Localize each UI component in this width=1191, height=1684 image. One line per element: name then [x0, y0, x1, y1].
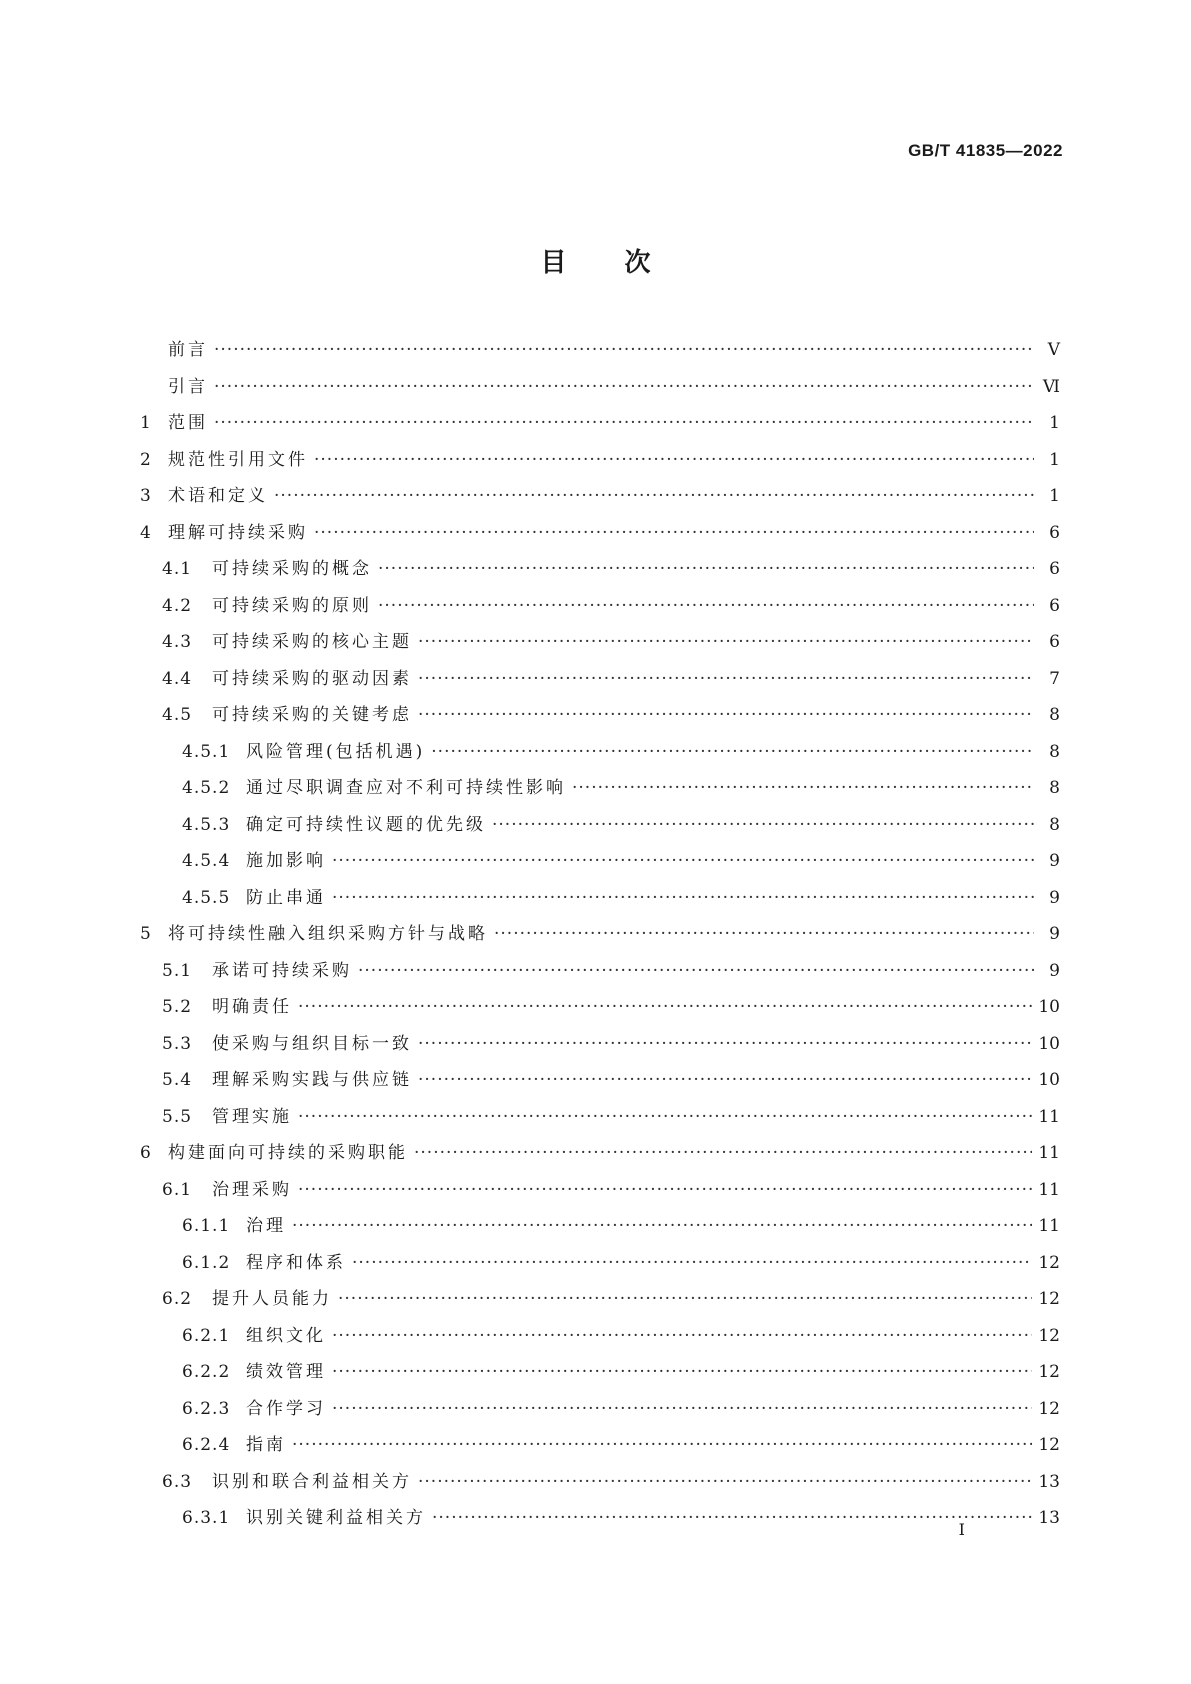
toc-entry-page: 13	[1038, 1471, 1060, 1492]
toc-entry[interactable]	[140, 956, 1060, 993]
toc-leader-dots	[292, 1435, 1032, 1455]
toc-entry-page: 10	[1038, 1070, 1060, 1090]
toc-entry[interactable]	[140, 1138, 1060, 1175]
toc-entry-page: 8	[1049, 705, 1060, 725]
toc-entry[interactable]	[140, 1211, 1060, 1248]
toc-leader-dots	[298, 1107, 1032, 1127]
toc-entry-number: 5.4	[162, 1070, 193, 1090]
toc-entry-label: 可持续采购的原则	[212, 595, 372, 616]
toc-leader-dots	[432, 1508, 1032, 1528]
toc-entry-number: 6.2.4	[182, 1435, 231, 1455]
toc-leader-dots	[314, 450, 1034, 470]
toc-entry[interactable]	[140, 554, 1060, 591]
toc-leader-dots	[214, 377, 1034, 397]
toc-leader-dots	[332, 1362, 1032, 1382]
toc-entry-number: 4	[140, 522, 152, 543]
toc-entry[interactable]	[140, 1029, 1060, 1066]
toc-entry-page: 9	[1049, 851, 1060, 871]
toc-entry[interactable]	[140, 481, 1060, 518]
toc-entry[interactable]	[140, 1248, 1060, 1285]
toc-entry-number: 6.3	[162, 1471, 193, 1492]
toc-entry[interactable]	[140, 445, 1060, 482]
toc-leader-dots	[418, 1472, 1032, 1492]
toc-entry-page: 8	[1049, 741, 1060, 762]
toc-entry-label: 绩效管理	[246, 1362, 326, 1382]
toc-entry-page: 12	[1038, 1398, 1060, 1419]
toc-entry-number: 6	[140, 1143, 152, 1163]
toc-entry[interactable]	[140, 664, 1060, 701]
toc-leader-dots	[214, 340, 1034, 360]
toc-leader-dots	[414, 1143, 1032, 1163]
toc-leader-dots	[298, 1180, 1032, 1200]
toc-entry[interactable]	[140, 700, 1060, 737]
toc-entry-number: 4.5.3	[182, 814, 231, 835]
toc-leader-dots	[431, 742, 1034, 762]
toc-leader-dots	[332, 1399, 1032, 1419]
toc-entry-page: 1	[1049, 449, 1060, 470]
toc-entry-label: 治理	[246, 1216, 286, 1236]
toc-entry-page: 12	[1038, 1252, 1060, 1273]
toc-entry-number: 5.1	[162, 960, 193, 981]
toc-entry-label: 识别和联合利益相关方	[212, 1471, 412, 1492]
toc-entry-page: 9	[1049, 960, 1060, 981]
toc-entry[interactable]	[140, 591, 1060, 628]
toc-entry-label: 将可持续性融入组织采购方针与战略	[168, 924, 488, 944]
toc-entry[interactable]	[140, 919, 1060, 956]
toc-leader-dots	[338, 1289, 1032, 1309]
toc-entry-number: 5.5	[162, 1106, 193, 1127]
toc-entry-page: 11	[1038, 1216, 1060, 1236]
toc-entry-page: 12	[1038, 1325, 1060, 1346]
toc-leader-dots	[214, 413, 1034, 433]
toc-entry-label: 可持续采购的概念	[212, 559, 372, 579]
toc-entry-label: 明确责任	[212, 997, 292, 1017]
toc-entry-number: 4.4	[162, 668, 193, 689]
toc-entry[interactable]	[140, 1321, 1060, 1358]
toc-entry-page: 8	[1049, 778, 1060, 798]
toc-entry[interactable]	[140, 1467, 1060, 1504]
toc-entry-label: 范围	[168, 413, 208, 433]
toc-entry-label: 合作学习	[246, 1398, 326, 1419]
toc-title: 目次	[540, 248, 709, 278]
toc-entry[interactable]	[140, 627, 1060, 664]
toc-entry-number: 1	[140, 413, 152, 433]
toc-leader-dots	[572, 778, 1034, 798]
toc-entry-label: 治理采购	[212, 1179, 292, 1200]
toc-entry[interactable]	[140, 737, 1060, 774]
toc-entry-label: 风险管理(包括机遇)	[246, 741, 426, 762]
toc-entry[interactable]	[140, 335, 1060, 372]
toc-entry-label: 指南	[246, 1435, 286, 1455]
standard-number: GB/T 41835—2022	[908, 141, 1063, 160]
toc-entry-page: 1	[1049, 413, 1060, 433]
toc-entry-number: 4.2	[162, 595, 193, 616]
toc-leader-dots	[358, 961, 1034, 981]
toc-leader-dots	[418, 705, 1034, 725]
toc-entry-label: 确定可持续性议题的优先级	[246, 814, 486, 835]
toc-entry-number: 6.2.2	[182, 1362, 231, 1382]
toc-entry-label: 提升人员能力	[212, 1289, 332, 1309]
toc-entry-page: Ⅵ	[1042, 376, 1060, 397]
toc-entry-page: 10	[1038, 1033, 1060, 1054]
toc-entry-page: 7	[1049, 668, 1060, 689]
toc-entry-label: 组织文化	[246, 1325, 326, 1346]
toc-leader-dots	[378, 596, 1034, 616]
toc-entry-page: 1	[1049, 486, 1060, 506]
toc-entry-number: 4.5.4	[182, 851, 231, 871]
toc-entry-number: 4.5.1	[182, 741, 231, 762]
toc-leader-dots	[494, 924, 1034, 944]
toc-entry-page: Ⅴ	[1047, 340, 1060, 360]
toc-entry[interactable]	[140, 408, 1060, 445]
toc-entry[interactable]	[140, 1430, 1060, 1467]
toc-entry-number: 4.1	[162, 559, 193, 579]
toc-leader-dots	[492, 815, 1034, 835]
toc-entry-page: 11	[1038, 1106, 1060, 1127]
toc-leader-dots	[378, 559, 1034, 579]
toc-entry-page: 9	[1049, 924, 1060, 944]
toc-entry-number: 6.1.2	[182, 1252, 231, 1273]
toc-leader-dots	[298, 997, 1032, 1017]
toc-entry-page: 9	[1049, 887, 1060, 908]
toc-leader-dots	[418, 669, 1034, 689]
toc-entry-label: 使采购与组织目标一致	[212, 1033, 412, 1054]
toc-entry-label: 前言	[168, 340, 208, 360]
toc-entry[interactable]	[140, 518, 1060, 555]
toc-leader-dots	[352, 1253, 1032, 1273]
toc-entry[interactable]	[140, 773, 1060, 810]
toc-leader-dots	[292, 1216, 1032, 1236]
toc-entry-page: 6	[1049, 559, 1060, 579]
toc-entry-label: 可持续采购的关键考虑	[212, 705, 412, 725]
toc-entry-page: 6	[1049, 632, 1060, 652]
toc-entry-number: 4.5.2	[182, 778, 231, 798]
toc-entry-label: 通过尽职调查应对不利可持续性影响	[246, 778, 566, 798]
toc-entry-number: 5.3	[162, 1033, 193, 1054]
toc-entry-number: 4.3	[162, 632, 193, 652]
toc-leader-dots	[314, 523, 1034, 543]
toc-entry[interactable]	[140, 1102, 1060, 1139]
toc-entry-label: 施加影响	[246, 851, 326, 871]
toc-entry-number: 6.3.1	[182, 1508, 231, 1528]
toc-entry[interactable]	[140, 1394, 1060, 1431]
toc-entry-number: 4.5	[162, 705, 193, 725]
toc-entry-number: 5.2	[162, 997, 193, 1017]
toc-leader-dots	[332, 851, 1034, 871]
toc-entry-page: 12	[1038, 1362, 1060, 1382]
toc-entry-page: 11	[1038, 1179, 1060, 1200]
toc-entry-label: 承诺可持续采购	[212, 960, 352, 981]
toc-entry-number: 6.2	[162, 1289, 193, 1309]
toc-entry-page: 10	[1038, 997, 1060, 1017]
toc-entry-page: 11	[1038, 1143, 1060, 1163]
toc-entry-label: 可持续采购的驱动因素	[212, 668, 412, 689]
toc-entry-page: 12	[1038, 1435, 1060, 1455]
toc-entry-label: 引言	[168, 376, 208, 397]
toc-entry-label: 程序和体系	[246, 1252, 346, 1273]
toc-entry-label: 可持续采购的核心主题	[212, 632, 412, 652]
toc-entry[interactable]	[140, 1284, 1060, 1321]
toc-entry[interactable]	[140, 846, 1060, 883]
toc-entry-label: 识别关键利益相关方	[246, 1508, 426, 1528]
toc-entry-number: 6.1.1	[182, 1216, 231, 1236]
toc-entry[interactable]	[140, 372, 1060, 409]
toc-leader-dots	[332, 1326, 1032, 1346]
toc-entry[interactable]	[140, 1503, 1060, 1540]
toc-entry[interactable]	[140, 883, 1060, 920]
toc-entry-label: 术语和定义	[168, 486, 268, 506]
toc-entry-page: 6	[1049, 595, 1060, 616]
toc-entry[interactable]	[140, 810, 1060, 847]
page-number: Ⅰ	[958, 1520, 965, 1539]
toc-entry-page: 12	[1038, 1289, 1060, 1309]
toc-entry-page: 13	[1038, 1508, 1060, 1528]
toc-entry-number: 2	[140, 449, 152, 470]
toc-leader-dots	[418, 632, 1034, 652]
toc-entry-label: 理解可持续采购	[168, 522, 308, 543]
toc-entry-label: 规范性引用文件	[168, 449, 308, 470]
toc-entry-label: 管理实施	[212, 1106, 292, 1127]
toc-entry-number: 5	[140, 924, 152, 944]
toc-leader-dots	[274, 486, 1034, 506]
toc-entry-number: 6.1	[162, 1179, 193, 1200]
toc-entry-page: 8	[1049, 814, 1060, 835]
toc-entry-label: 理解采购实践与供应链	[212, 1070, 412, 1090]
toc-entry[interactable]	[140, 1065, 1060, 1102]
toc-entry-label: 防止串通	[246, 887, 326, 908]
toc-entry-label: 构建面向可持续的采购职能	[168, 1143, 408, 1163]
toc-entry[interactable]	[140, 1357, 1060, 1394]
toc-entry[interactable]	[140, 992, 1060, 1029]
toc-entry-number: 3	[140, 486, 152, 506]
toc-list	[140, 335, 1060, 1540]
toc-entry-number: 4.5.5	[182, 887, 231, 908]
toc-leader-dots	[418, 1070, 1032, 1090]
toc-leader-dots	[418, 1034, 1032, 1054]
toc-entry-number: 6.2.1	[182, 1325, 231, 1346]
toc-leader-dots	[332, 888, 1034, 908]
toc-entry[interactable]	[140, 1175, 1060, 1212]
toc-entry-page: 6	[1049, 522, 1060, 543]
toc-entry-number: 6.2.3	[182, 1398, 231, 1419]
